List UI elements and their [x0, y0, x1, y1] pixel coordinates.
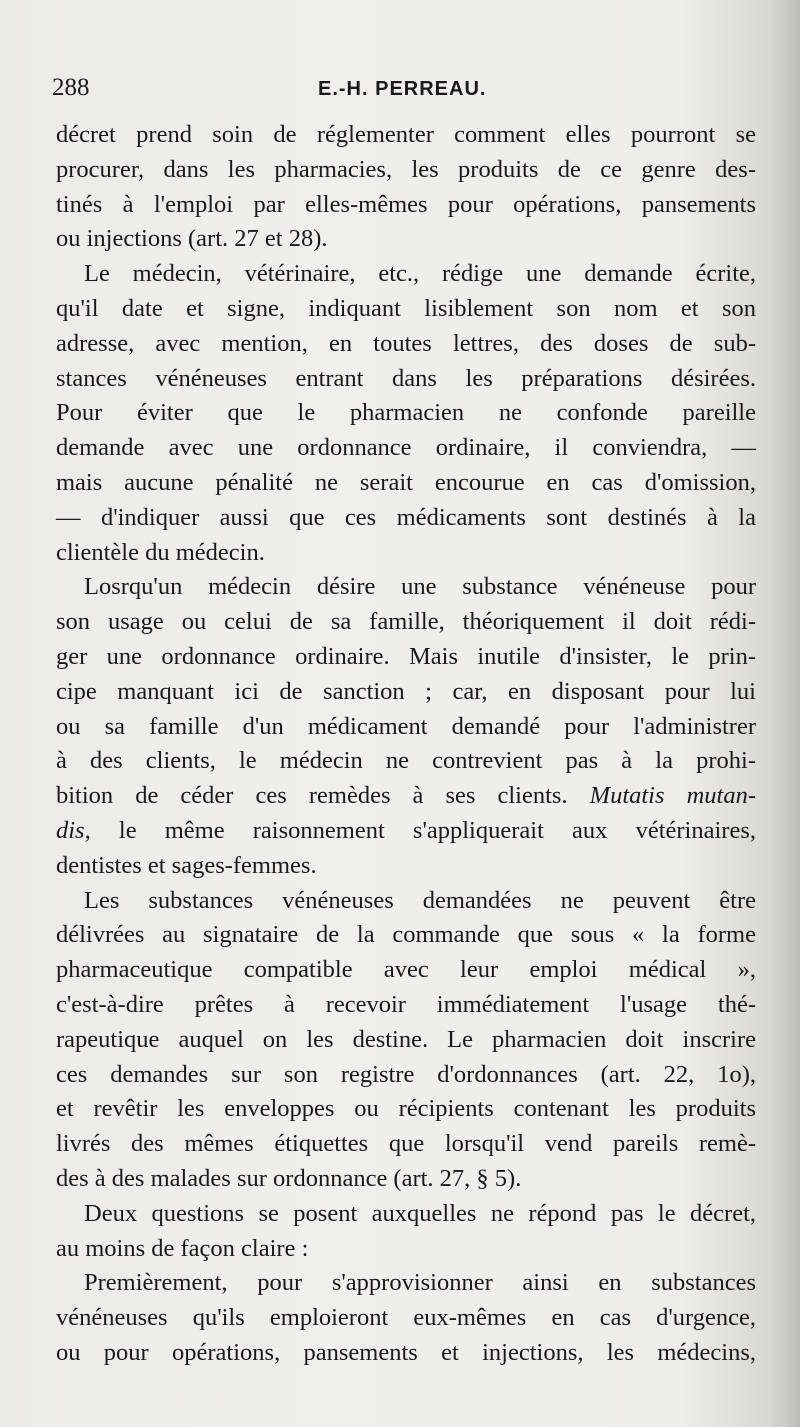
text-line: Le médecin, vétérinaire, etc., rédige une demande écrite,: [84, 260, 756, 288]
text-line: qu'il date et signe, indiquant lisiblement son nom et son: [56, 294, 756, 322]
text-line: des à des malades sur ordonnance (art. 27, § 5).: [56, 1164, 522, 1192]
paragraph: [56, 257, 756, 570]
text-line: procurer, dans les pharmacies, les produits de ce genre des-: [56, 155, 756, 183]
text-line: cipe manquant ici de sanction ; car, en disposant pour lui: [56, 677, 756, 705]
text-line: rapeutique auquel on les destine. Le pharmacien doit inscrire: [56, 1025, 756, 1053]
text-line: Les substances vénéneuses demandées ne peuvent être: [84, 886, 756, 914]
running-head: E.-H. PERREAU.: [318, 78, 487, 100]
text-line: ces demandes sur son registre d'ordonnances (art. 22, 1o),: [56, 1060, 756, 1088]
paragraph: [56, 884, 756, 1197]
paragraph: [56, 570, 756, 883]
text-line: c'est-à-dire prêtes à recevoir immédiatement l'usage thé-: [56, 990, 756, 1018]
text-line: Pour éviter que le pharmacien ne confonde pareille: [56, 399, 756, 427]
text-line: à des clients, le médecin ne contrevient pas à la prohi-: [56, 747, 756, 775]
text-line: clientèle du médecin.: [56, 538, 265, 566]
text-line: Premièrement, pour s'approvisionner ainsi en substances: [84, 1269, 756, 1297]
text-line: son usage ou celui de sa famille, théoriquement il doit rédi-: [56, 608, 756, 636]
text-line: stances vénéneuses entrant dans les préparations désirées.: [56, 364, 756, 392]
text-line: décret prend soin de réglementer comment elles pourront se: [56, 121, 756, 148]
text-line: ger une ordonnance ordinaire. Mais inutile d'insister, le prin-: [56, 642, 756, 670]
text-line: livrés des mêmes étiquettes que lorsqu'il vend pareils remè-: [56, 1130, 756, 1158]
text-line: pharmaceutique compatible avec leur emploi médical »,: [56, 956, 756, 984]
text-line: tinés à l'emploi par elles-mêmes pour opérations, pansements: [56, 190, 756, 218]
text-line: demande avec une ordonnance ordinaire, il conviendra, —: [56, 434, 756, 462]
page-header: [52, 74, 760, 108]
text-line: Losrqu'un médecin désire une substance vénéneuse pour: [84, 573, 756, 601]
italic-phrase: Mutatis mutan-: [589, 782, 756, 810]
italic-phrase: dis,: [56, 816, 91, 844]
paragraph: [56, 1266, 756, 1370]
text-line: dentistes et sages-femmes.: [56, 851, 317, 879]
text-line: Deux questions se posent auxquelles ne répond pas le décret,: [84, 1199, 756, 1227]
text-segment: le même raisonnement s'appliquerait aux vétérinaires,: [90, 816, 756, 844]
text-segment: bition de céder ces remèdes à ses clients.: [56, 782, 568, 810]
text-line: — d'indiquer aussi que ces médicaments sont destinés à la: [56, 503, 756, 531]
text-line: ou sa famille d'un médicament demandé pour l'administrer: [56, 712, 756, 740]
text-line: ou injections (art. 27 et 28).: [56, 225, 328, 253]
text-line: adresse, avec mention, en toutes lettres, des doses de sub-: [56, 329, 756, 357]
body-text: [56, 118, 756, 1371]
text-line-with-italic: [56, 779, 756, 814]
paragraph: [56, 1197, 756, 1267]
text-line: délivrées au signataire de la commande que sous « la forme: [56, 921, 756, 949]
text-line: vénéneuses qu'ils emploieront eux-mêmes en cas d'urgence,: [56, 1304, 756, 1332]
text-line-with-italic: [56, 814, 756, 849]
page-number: 288: [52, 74, 90, 101]
paragraph: [56, 118, 756, 257]
text-line: ou pour opérations, pansements et injections, les médecins,: [56, 1338, 756, 1366]
text-line: et revêtir les enveloppes ou récipients contenant les produits: [56, 1095, 756, 1123]
text-line: mais aucune pénalité ne serait encourue en cas d'omission,: [56, 468, 756, 496]
text-line: au moins de façon claire :: [56, 1234, 309, 1262]
